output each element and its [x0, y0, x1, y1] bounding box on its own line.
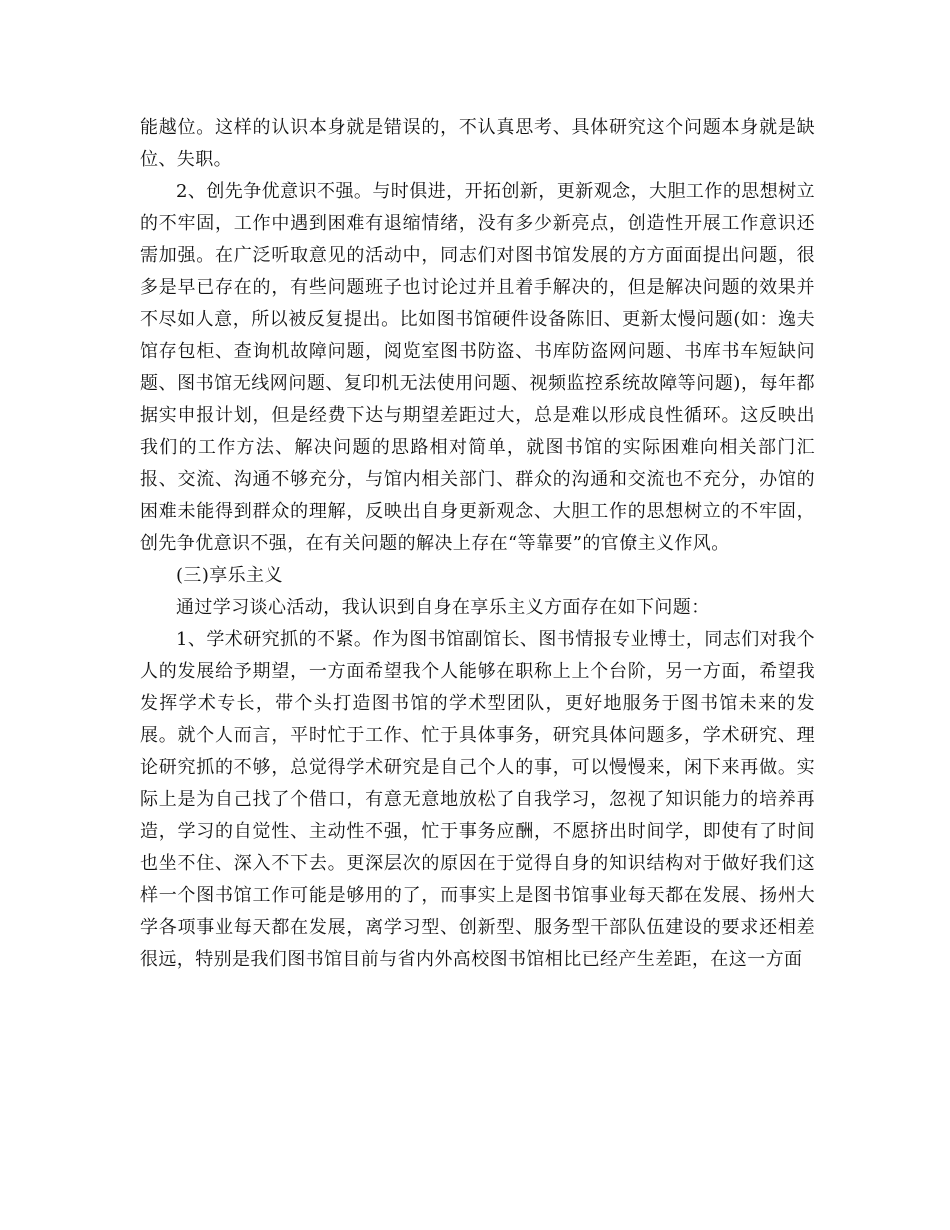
paragraph: 1、学术研究抓的不紧。作为图书馆副馆长、图书情报专业博士，同志们对我个人的发展给予期望，一方面希望我个人能够在职称上上个台阶，另一方面，希望我发挥学术专长，带个头打造图书馆的学术型团队，更好地服务于图书馆未来的发展。就个人而言，平时忙于工作、忙于具体事务，研究具体问题多，学术研究、理论研究抓的不够，总觉得学术研究是自己个人的事，可以慢慢来，闲下来再做。实际上是为自己找了个借口，有意无意地放松了自我学习，忽视了知识能力的培养再造，学习的自觉性、主动性不强，忙于事务应酬，不愿挤出时间学，即使有了时间也坐不住、深入不下去。更深层次的原因在于觉得自身的知识结构对于做好我们这样一个图书馆工作可能是够用的了，而事实上是图书馆事业每天都在发展、扬州大学各项事业每天都在发展，离学习型、创新型、服务型干部队伍建设的要求还相差很远，特别是我们图书馆目前与省内外高校图书馆相比已经产生差距，在这一方面 — [140, 629, 815, 970]
document-body — [140, 112, 815, 976]
paragraph: 通过学习谈心活动，我认识到自身在享乐主义方面存在如下问题： — [176, 597, 710, 618]
section-heading: (三)享乐主义 — [176, 565, 283, 586]
paragraph: 2、创先争优意识不强。与时俱进，开拓创新，更新观念，大胆工作的思想树立的不牢固，工作中遇到困难有退缩情绪，没有多少新亮点，创造性开展工作意识还需加强。在广泛听取意见的活动中，同志们对图书馆发展的方方面面提出问题，很多是早已存在的，有些问题班子也讨论过并且着手解决的，但是解决问题的效果并不尽如人意，所以被反复提出。比如图书馆硬件设备陈旧、更新太慢问题(如：逸夫馆存包柜、查询机故障问题，阅览室图书防盗、书库防盗网问题、书库书车短缺问题、图书馆无线网问题、复印机无法使用问题、视频监控系统故障等问题)，每年都据实申报计划，但是经费下达与期望差距过大，总是难以形成良性循环。这反映出我们的工作方法、解决问题的思路相对简单，就图书馆的实际困难向相关部门汇报、交流、沟通不够充分，与馆内相关部门、群众的沟通和交流也不充分，办馆的困难未能得到群众的理解，反映出自身更新观念、大胆工作的思想树立的不牢固，创先争优意识不强，在有关问题的解决上存在“等靠要”的官僚主义作风。 — [140, 181, 815, 554]
paragraph: 能越位。这样的认识本身就是错误的，不认真思考、具体研究这个问题本身就是缺位、失职。 — [140, 117, 815, 170]
